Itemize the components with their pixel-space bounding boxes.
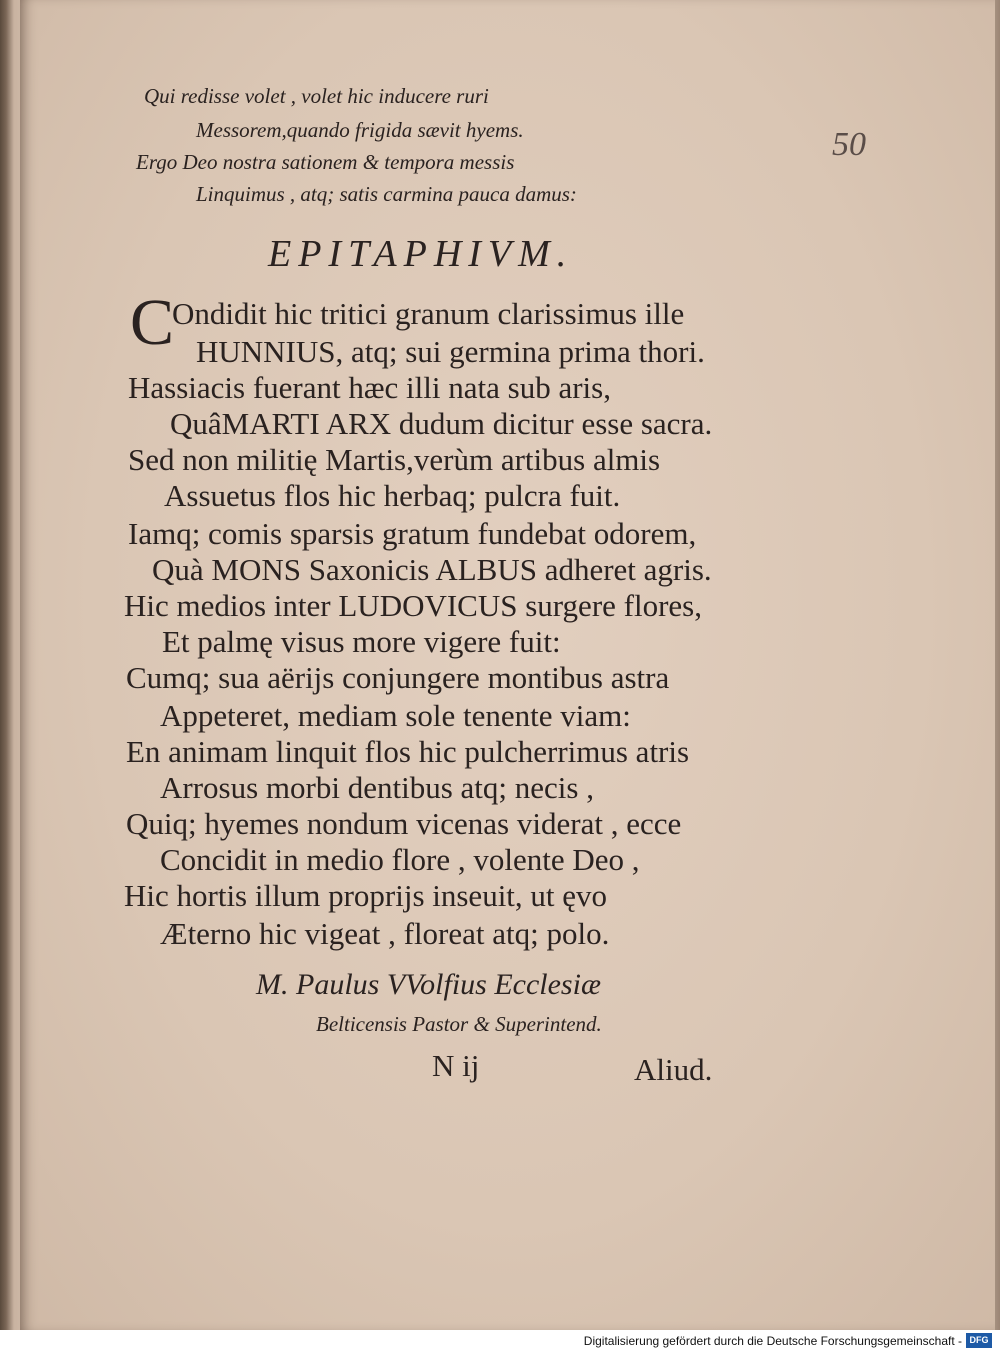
intro-line-4: Linquimus , atq; satis carmina pauca damus: <box>196 182 577 206</box>
dfg-logo: DFG <box>966 1333 992 1348</box>
poem-line-7: Iamq; comis sparsis gratum fundebat odorem, <box>128 516 697 551</box>
poem-line-1: Ondidit hic tritici granum clarissimus ille <box>172 296 685 331</box>
poem-line-14: Arrosus morbi dentibus atq; necis , <box>160 770 594 805</box>
poem-line-12: Appeteret, mediam sole tenente viam: <box>160 698 631 733</box>
poem-line-9: Hic medios inter LUDOVICUS surgere flores, <box>124 588 702 623</box>
book-page <box>20 0 995 1330</box>
catchword: Aliud. <box>634 1052 713 1087</box>
poem-line-2: HUNNIUS, atq; sui germina prima thori. <box>196 334 705 369</box>
page-title: EPITAPHIVM. <box>268 233 574 275</box>
intro-line-2: Messorem,quando frigida sævit hyems. <box>196 118 524 142</box>
poem-line-11: Cumq; sua aërijs conjungere montibus astra <box>126 660 670 695</box>
poem-line-16: Concidit in medio flore , volente Deo , <box>160 842 640 877</box>
poem-line-15: Quiq; hyemes nondum vicenas viderat , ecce <box>126 806 682 841</box>
poem-line-5: Sed non militię Martis,verùm artibus almis <box>128 442 661 477</box>
margin-note: 50 <box>832 126 866 163</box>
intro-line-3: Ergo Deo nostra sationem & tempora messis <box>136 150 515 174</box>
poem-line-8: Quà MONS Saxonicis ALBUS adheret agris. <box>152 552 712 587</box>
poem-line-10: Et palmę visus more vigere fuit: <box>162 624 561 659</box>
poem-line-6: Assuetus flos hic herbaq; pulcra fuit. <box>164 478 621 513</box>
poem-line-3: Hassiacis fuerant hæc illi nata sub aris, <box>128 370 611 405</box>
poem-line-13: En animam linquit flos hic pulcherrimus atris <box>126 734 690 769</box>
footer-bar <box>0 1330 1000 1352</box>
signature-mark: N ij <box>432 1048 480 1083</box>
poem-line-18: Æterno hic vigeat , floreat atq; polo. <box>160 916 610 951</box>
footer-credit: Digitalisierung gefördert durch die Deutsche Forschungsgemeinschaft - <box>583 1334 962 1348</box>
signature-line-1: M. Paulus VVolfius Ecclesiæ <box>256 968 601 1001</box>
poem-line-4: QuâMARTI ARX dudum dicitur esse sacra. <box>170 406 713 441</box>
drop-cap: C <box>130 286 175 359</box>
poem-line-17: Hic hortis illum proprijs inseuit, ut ęvo <box>124 878 608 913</box>
signature-line-2: Belticensis Pastor & Superintend. <box>316 1012 602 1036</box>
intro-line-1: Qui redisse volet , volet hic inducere ruri <box>144 84 489 108</box>
